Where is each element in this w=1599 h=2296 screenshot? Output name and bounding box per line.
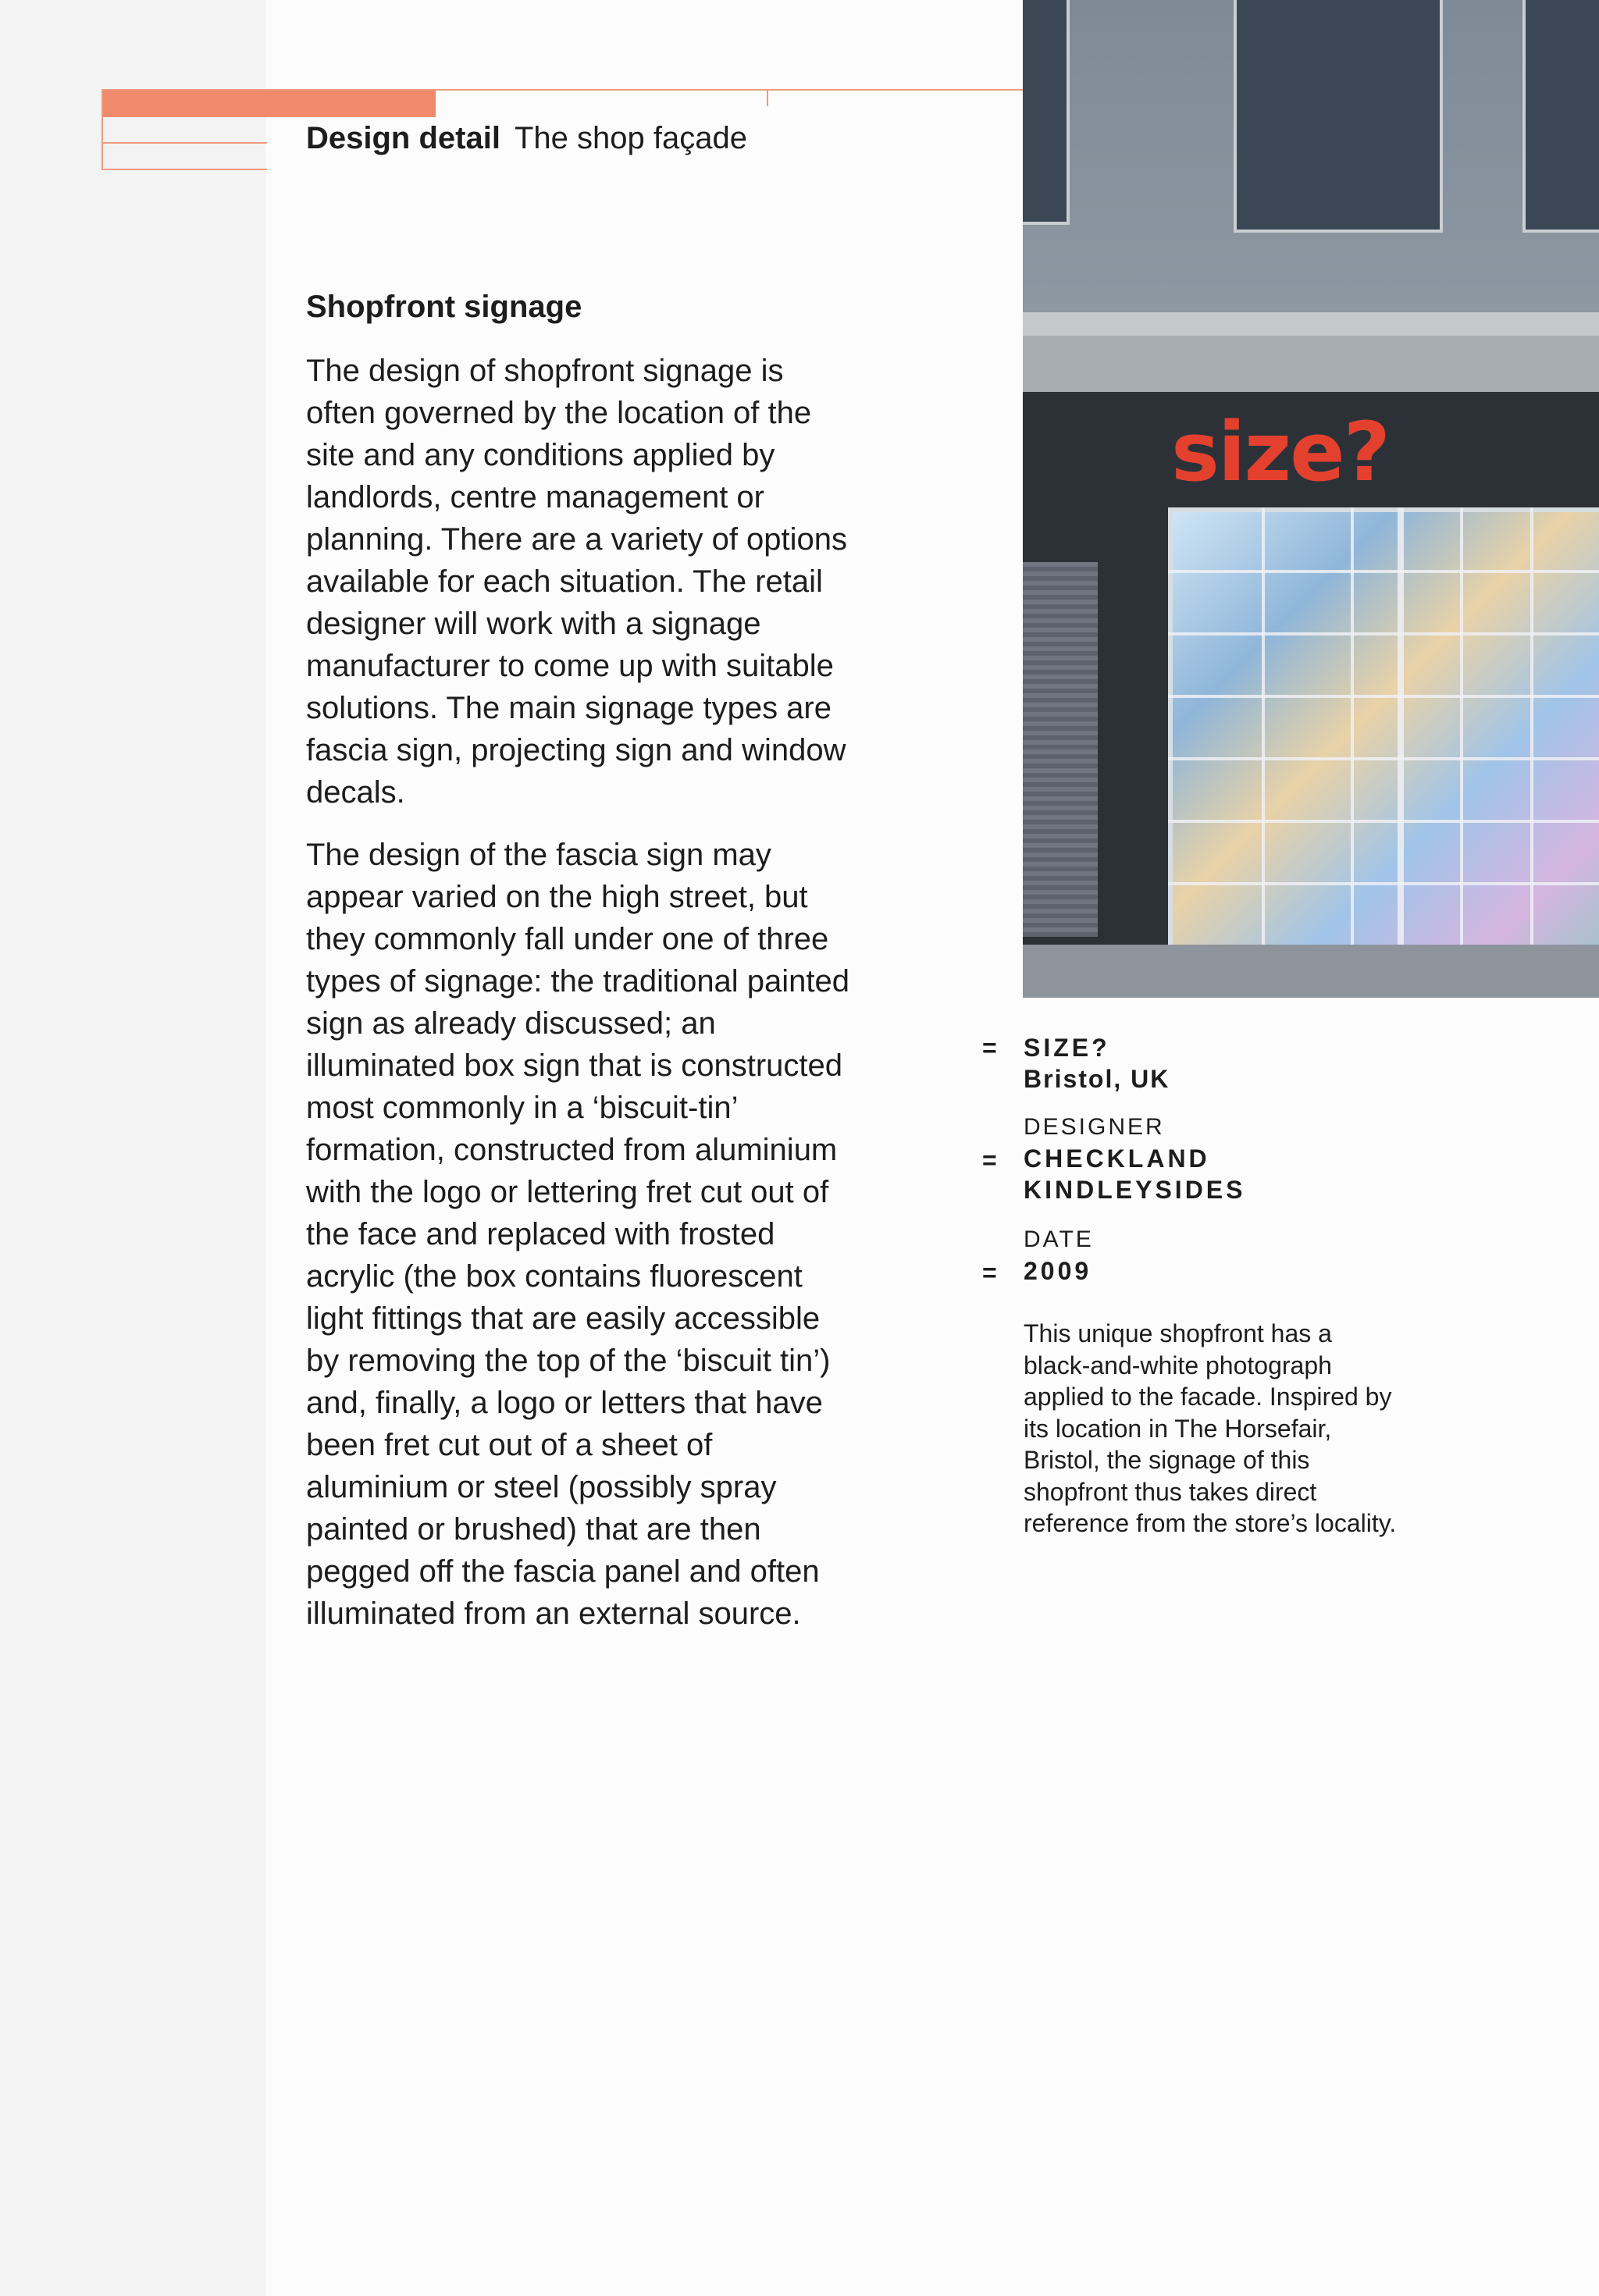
caption-designer-name: CHECKLAND [1024,1144,1210,1173]
caption-designer-name: KINDLEYSIDES [1024,1176,1246,1204]
window-mullion [1398,507,1404,960]
body-text [306,350,853,1655]
running-header-subsection: The shop façade [514,121,747,155]
running-header-section: Design detail [306,121,500,155]
header-rule [101,142,267,144]
stone-band [1023,336,1599,392]
stone-ledge [1023,312,1599,336]
window-shelf [1168,570,1599,573]
pavement [1023,945,1599,998]
caption-date-label: DATE [1024,1226,1094,1252]
caption-marker: = [982,1146,997,1174]
caption-description: This unique shopfront has a black-and-white photograph applied to the facade. Inspired by its location in The Horsefair, Bristol, the signage of this shopfront thus takes direct reference from the store’s locality. [1024,1319,1397,1537]
header-accent-bar [101,89,436,117]
window-mullion [1262,507,1265,960]
window-shelf [1168,632,1599,635]
caption-designer [1024,1112,1430,1205]
body-paragraph: The design of the fascia sign may appear varied on the high street, but they commonly fall under one of three types of signage: the traditional painted sign as already discussed; an illuminated box sign that is constructed most commonly in a ‘biscuit-tin’ formation, constructed from aluminium with the logo or lettering fret cut out of the face and replaced with frosted acrylic (the box contains fluorescent light fittings that are easily accessible by removing the top of the ‘biscuit tin’) and, finally, a logo or letters that have been fret cut out of a sheet of aluminium or steel (possibly spray painted or brushed) that are then pegged off the fascia panel and often illuminated from an external source. [306,838,850,1631]
body-paragraph: The design of shopfront signage is often governed by the location of the site and any conditions applied by landlords, centre management or planning. There are a variety of options available for each situation. The retail designer will work with a signage manufacturer to come up with suitable solutions. The main signage types are fascia sign, projecting sign and window decals. [306,354,848,810]
caption-project [1024,1032,1430,1095]
window-mullion [1460,507,1463,960]
running-header [306,119,747,158]
caption-date [1024,1224,1430,1287]
caption-designer-label: DESIGNER [1024,1114,1165,1140]
shopfront-photo [1023,0,1599,998]
upper-window [1522,0,1599,233]
window-shelf [1168,882,1599,885]
roller-shutter [1023,562,1098,937]
window-shelf [1168,820,1599,823]
caption-location: Bristol, UK [1024,1065,1170,1093]
section-title: Shopfront signage [306,290,582,324]
upper-window [1234,0,1443,233]
window-shelf [1168,695,1599,698]
display-window [1168,507,1599,962]
upper-window [1023,0,1070,225]
store-sign: size? [1171,404,1389,500]
caption-project-name: SIZE? [1024,1034,1110,1062]
window-mullion [1530,507,1533,960]
caption-marker: = [982,1258,997,1287]
header-rule [101,89,103,170]
window-shelf [1168,757,1599,760]
caption-date-value: 2009 [1024,1257,1092,1285]
header-rule [101,169,267,170]
header-rule [767,89,768,106]
caption-marker: = [982,1034,997,1062]
window-mullion [1351,507,1354,960]
